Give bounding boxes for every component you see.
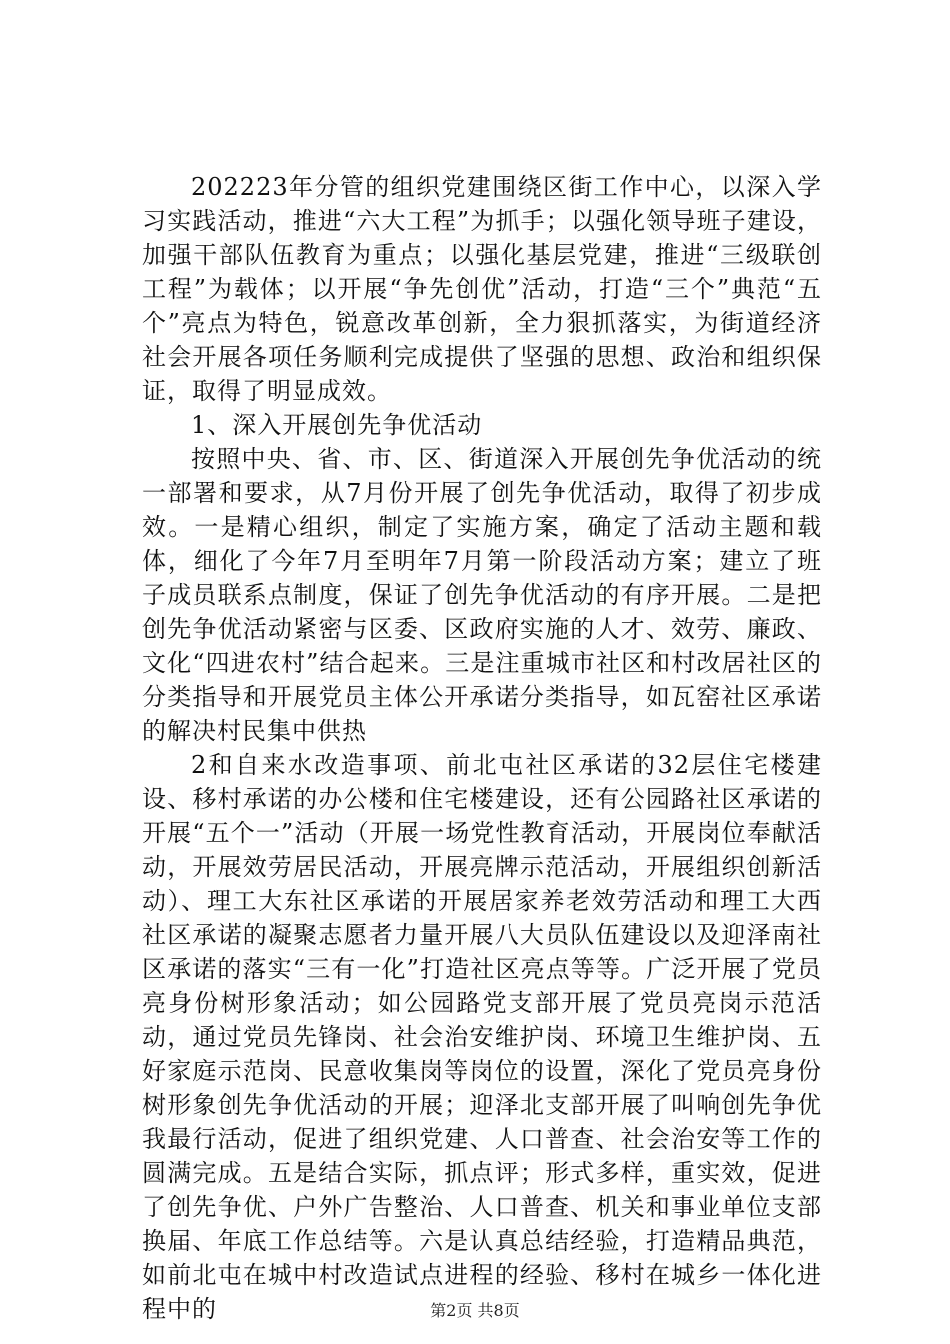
paragraph-continued: 2和自来水改造事项、前北屯社区承诺的32层住宅楼建设、移村承诺的办公楼和住宅楼建设，还有公园路社区承诺的开展“五个一”活动（开展一场党性教育活动，开展岗位奉献活动，开展效劳居民活动，开展亮牌示范活动，开展组织创新活动）、理工大东社区承诺的开展居家养老效劳活动和理工大西社区承诺的凝聚志愿者力量开展八大员队伍建设以及迎泽南社区承诺的落实“三有一化”打造社区亮点等等。广泛开展了党员亮身份树形象活动；如公园路党支部开展了党员亮岗示范活动，通过党员先锋岗、社会治安维护岗、环境卫生维护岗、五好家庭示范岗、民意收集岗等岗位的设置，深化了党员亮身份树形象创先争优活动的开展；迎泽北支部开展了叫响创先争优我最行活动，促进了组织党建、人口普查、社会治安等工作的圆满完成。五是结合实际，抓点评；形式多样，重实效，促进了创先争优、户外广告整治、人口普查、机关和事业单位支部换届、年底工作总结等。六是认真总结经验，打造精品典范，如前北屯在城中村改造试点进程的经验、移村在城乡一体化进程中的 bbox=[142, 751, 822, 1323]
document-body bbox=[142, 170, 822, 1326]
paragraph-activities: 按照中央、省、市、区、街道深入开展创先争优活动的统一部署和要求，从7月份开展了创先争优活动，取得了初步成效。一是精心组织，制定了实施方案，确定了活动主题和载体，细化了今年7月至明年7月第一阶段活动方案；建立了班子成员联系点制度，保证了创先争优活动的有序开展。二是把创先争优活动紧密与区委、区政府实施的人才、效劳、廉政、文化“四进农村”结合起来。三是注重城市社区和村改居社区的分类指导和开展党员主体公开承诺分类指导，如瓦窑社区承诺的解决村民集中供热 bbox=[142, 445, 822, 745]
page-number-footer: 第2页 共8页 bbox=[430, 1301, 520, 1320]
paragraph-intro: 202223年分管的组织党建围绕区街工作中心，以深入学习实践活动，推进“六大工程”为抓手；以强化领导班子建设，加强干部队伍教育为重点；以强化基层党建，推进“三级联创工程”为载体；以开展“争先创优”活动，打造“三个”典范“五个”亮点为特色，锐意改革创新，全力狠抓落实，为街道经济社会开展各项任务顺利完成提供了坚强的思想、政治和组织保证，取得了明显成效。 bbox=[142, 173, 822, 405]
section-heading: 1、深入开展创先争优活动 bbox=[191, 411, 483, 439]
